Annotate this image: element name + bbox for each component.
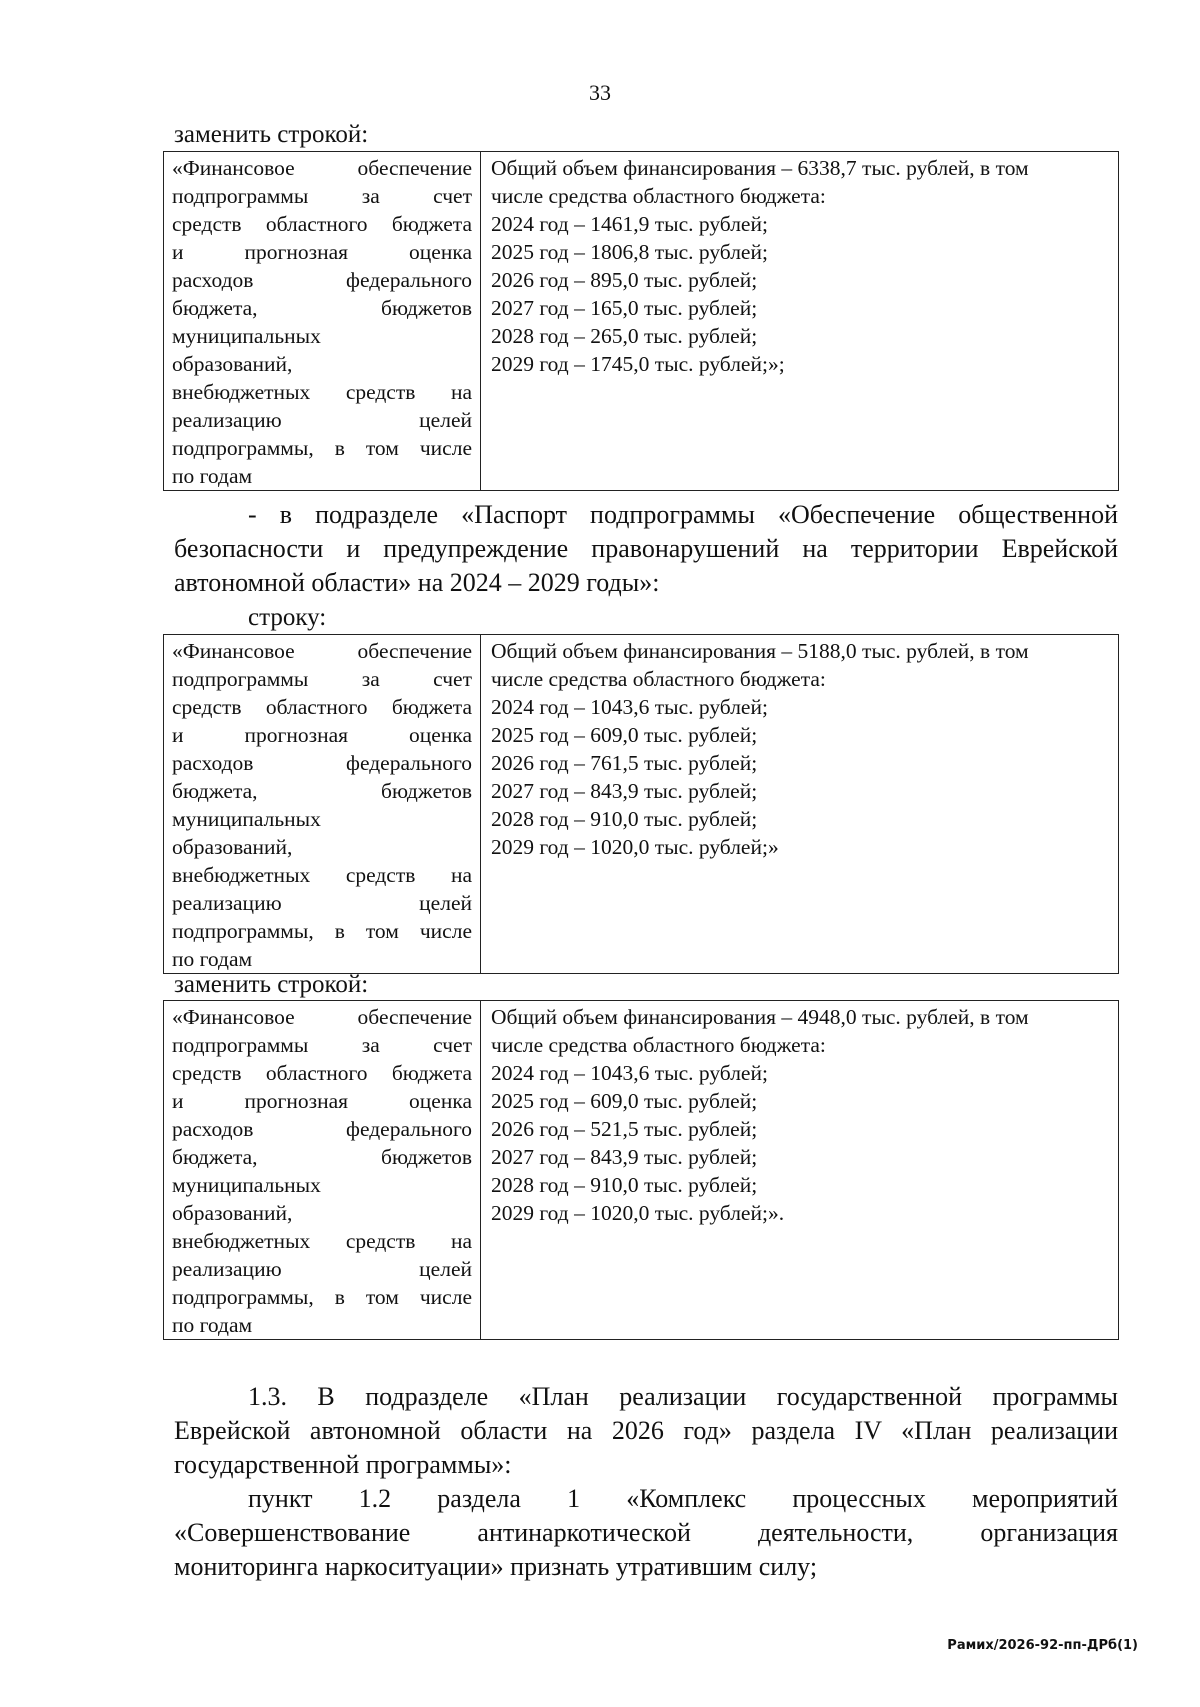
financing-line: числе средства областного бюджета: [491, 184, 826, 208]
financing-line: 2025 год – 609,0 тыс. рублей; [491, 1089, 758, 1113]
financing-line: 2029 год – 1020,0 тыс. рублей;» [491, 835, 779, 859]
left-cell-line: «Финансовое обеспечение [172, 639, 472, 663]
item-paragraph [174, 1482, 1118, 1584]
financing-line: 2027 год – 843,9 тыс. рублей; [491, 779, 758, 803]
left-cell-line: и прогнозная оценка [172, 723, 472, 747]
left-cell-line: реализацию целей [172, 408, 472, 432]
financing-line: 2026 год – 761,5 тыс. рублей; [491, 751, 758, 775]
left-cell-line: расходов федерального [172, 1117, 472, 1141]
financing-line: 2029 год – 1745,0 тыс. рублей;»; [491, 352, 785, 376]
financing-line: 2026 год – 521,5 тыс. рублей; [491, 1117, 758, 1141]
left-cell-line: реализацию целей [172, 891, 472, 915]
paragraph-line: - в подразделе «Паспорт подпрограммы «Обеспечение общественной [248, 500, 1118, 529]
left-cell-line: бюджета, бюджетов [172, 296, 472, 320]
paragraph-line: Еврейской автономной области на 2026 год» раздела IV «План реализации [174, 1416, 1118, 1445]
left-cell-line: и прогнозная оценка [172, 240, 472, 264]
page-number: 33 [589, 80, 611, 105]
left-cell-line: подпрограммы за счет [172, 184, 472, 208]
financing-line: 2025 год – 1806,8 тыс. рублей; [491, 240, 768, 264]
paragraph-line: пункт 1.2 раздела 1 «Комплекс процессных мероприятий [248, 1484, 1118, 1513]
table2-right-cell [481, 635, 1119, 974]
left-cell-line: подпрограммы, в том числе [172, 919, 472, 943]
table1-right-cell [481, 152, 1119, 491]
row-label: строку: [248, 604, 327, 631]
left-cell-line: «Финансовое обеспечение [172, 1005, 472, 1029]
left-cell-line: подпрограммы, в том числе [172, 436, 472, 460]
table1-left-cell [164, 152, 481, 491]
left-cell-line: реализацию целей [172, 1257, 472, 1281]
financing-table-2 [163, 634, 1119, 974]
left-cell-line: бюджета, бюджетов [172, 779, 472, 803]
financing-line: 2024 год – 1043,6 тыс. рублей; [491, 1061, 768, 1085]
financing-line: 2029 год – 1020,0 тыс. рублей;». [491, 1201, 785, 1225]
financing-line: Общий объем финансирования – 6338,7 тыс. рублей, в том [491, 156, 1029, 180]
financing-line: 2027 год – 843,9 тыс. рублей; [491, 1145, 758, 1169]
table3-right-cell [481, 1001, 1119, 1340]
left-cell-line: подпрограммы за счет [172, 1033, 472, 1057]
financing-line: 2024 год – 1461,9 тыс. рублей; [491, 212, 768, 236]
financing-line: Общий объем финансирования – 4948,0 тыс. рублей, в том [491, 1005, 1029, 1029]
table2-left-cell [164, 635, 481, 974]
left-cell-line: образований, [172, 1201, 293, 1225]
section-1-3-paragraph [174, 1380, 1118, 1482]
paragraph-line: автономной области» на 2024 – 2029 годы»: [174, 568, 660, 597]
left-cell-line: средств областного бюджета [172, 212, 472, 236]
table-row [164, 1001, 1119, 1340]
financing-line: числе средства областного бюджета: [491, 1033, 826, 1057]
left-cell-line: средств областного бюджета [172, 695, 472, 719]
paragraph-line: безопасности и предупреждение правонарушений на территории Еврейской [174, 534, 1118, 563]
left-cell-line: по годам [172, 464, 253, 488]
replace-label-2: заменить строкой: [174, 971, 369, 998]
financing-line: 2024 год – 1043,6 тыс. рублей; [491, 695, 768, 719]
left-cell-line: средств областного бюджета [172, 1061, 472, 1085]
table-row [164, 635, 1119, 974]
financing-line: числе средства областного бюджета: [491, 667, 826, 691]
left-cell-line: расходов федерального [172, 751, 472, 775]
financing-line: Общий объем финансирования – 5188,0 тыс. рублей, в том [491, 639, 1029, 663]
financing-table-3 [163, 1000, 1119, 1340]
left-cell-line: образований, [172, 835, 293, 859]
left-cell-line: по годам [172, 1313, 253, 1337]
paragraph-line: мониторинга наркоситуации» признать утратившим силу; [174, 1552, 818, 1581]
paragraph-line: государственной программы»: [174, 1450, 512, 1479]
left-cell-line: муниципальных [172, 807, 321, 831]
paragraph-line: «Совершенствование антинаркотической деятельности, организация [174, 1518, 1118, 1547]
left-cell-line: образований, [172, 352, 293, 376]
left-cell-line: внебюджетных средств на [172, 863, 472, 887]
document-id: Рамих/2026-92-пп-ДРб(1) [947, 1638, 1138, 1653]
financing-line: 2026 год – 895,0 тыс. рублей; [491, 268, 758, 292]
paragraph-line: 1.3. В подразделе «План реализации государственной программы [248, 1382, 1118, 1411]
table-row [164, 152, 1119, 491]
subsection-paragraph [174, 498, 1118, 600]
left-cell-line: расходов федерального [172, 268, 472, 292]
financing-line: 2028 год – 265,0 тыс. рублей; [491, 324, 758, 348]
left-cell-line: «Финансовое обеспечение [172, 156, 472, 180]
table3-left-cell [164, 1001, 481, 1340]
replace-label-1: заменить строкой: [174, 121, 369, 148]
left-cell-line: по годам [172, 947, 253, 971]
financing-line: 2027 год – 165,0 тыс. рублей; [491, 296, 758, 320]
left-cell-line: внебюджетных средств на [172, 1229, 472, 1253]
left-cell-line: подпрограммы, в том числе [172, 1285, 472, 1309]
financing-table-1 [163, 151, 1119, 491]
left-cell-line: бюджета, бюджетов [172, 1145, 472, 1169]
financing-line: 2028 год – 910,0 тыс. рублей; [491, 807, 758, 831]
left-cell-line: подпрограммы за счет [172, 667, 472, 691]
left-cell-line: муниципальных [172, 1173, 321, 1197]
financing-line: 2028 год – 910,0 тыс. рублей; [491, 1173, 758, 1197]
left-cell-line: муниципальных [172, 324, 321, 348]
left-cell-line: внебюджетных средств на [172, 380, 472, 404]
left-cell-line: и прогнозная оценка [172, 1089, 472, 1113]
financing-line: 2025 год – 609,0 тыс. рублей; [491, 723, 758, 747]
